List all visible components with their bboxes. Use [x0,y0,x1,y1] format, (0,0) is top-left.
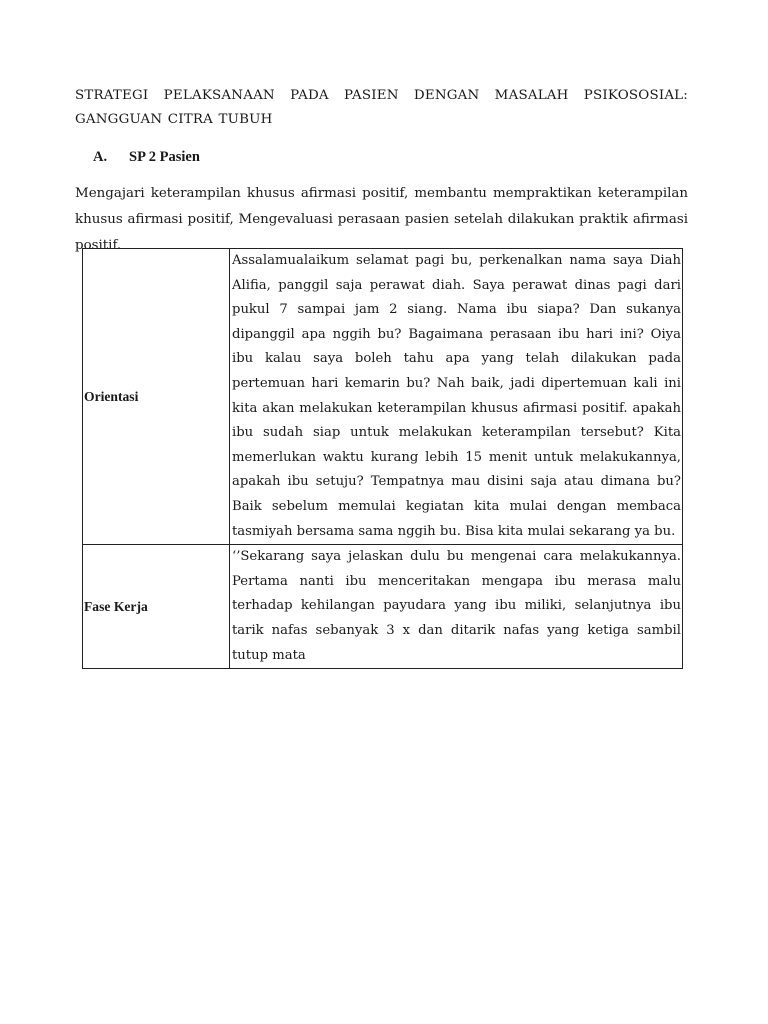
row-content-orientasi: Assalamualaikum selamat pagi bu, perkenalkan nama saya Diah Alifia, panggil saja perawat diah. Saya perawat dinas pagi dari pukul 7 sampai jam 2 siang. Nama ibu siapa? Dan sukanya dipanggil apa nggih bu? Bagaimana perasaan ibu hari ini? Oiya ibu kalau saya boleh tahu apa yang telah dilakukan pada pertemuan hari kemarin bu? Nah baik, jadi dipertemuan kali ini kita akan melakukan keterampilan khusus afirmasi positif. apakah ibu sudah siap untuk melakukan keterampilan tersebut? Kita memerlukan waktu kurang lebih 15 menit untuk melakukannya, apakah ibu setuju? Tempatnya mau disini saja atau dimana bu? Baik sebelum memulai kegiatan kita mulai dengan membaca tasmiyah bersama sama nggih bu. Bisa kita mulai sekarang ya bu. [230,249,683,545]
section-title: SP 2 Pasien [129,149,200,165]
table-row-fase-kerja [83,545,683,669]
section-heading [93,146,200,168]
row-label-fase-kerja: Fase Kerja [83,545,230,669]
row-content-fase-kerja: ‘’Sekarang saya jelaskan dulu bu mengenai cara melakukannya. Pertama nanti ibu menceritakan mengapa ibu merasa malu terhadap kehilangan payudara yang ibu miliki, selanjutnya ibu tarik nafas sebanyak 3 x dan ditarik nafas yang ketiga sambil tutup mata [230,545,683,669]
sp-table [82,248,683,669]
table-row-orientasi [83,249,683,545]
section-number: A. [93,149,108,165]
intro-paragraph: Mengajari keterampilan khusus afirmasi positif, membantu mempraktikan keterampilan khusus afirmasi positif, Mengevaluasi perasaan pasien setelah dilakukan praktik afirmasi positif. [75,186,688,253]
row-label-orientasi: Orientasi [83,249,230,545]
document-title: STRATEGI PELAKSANAAN PADA PASIEN DENGAN MASALAH PSIKOSOSIAL: GANGGUAN CITRA TUBUH [75,88,688,127]
